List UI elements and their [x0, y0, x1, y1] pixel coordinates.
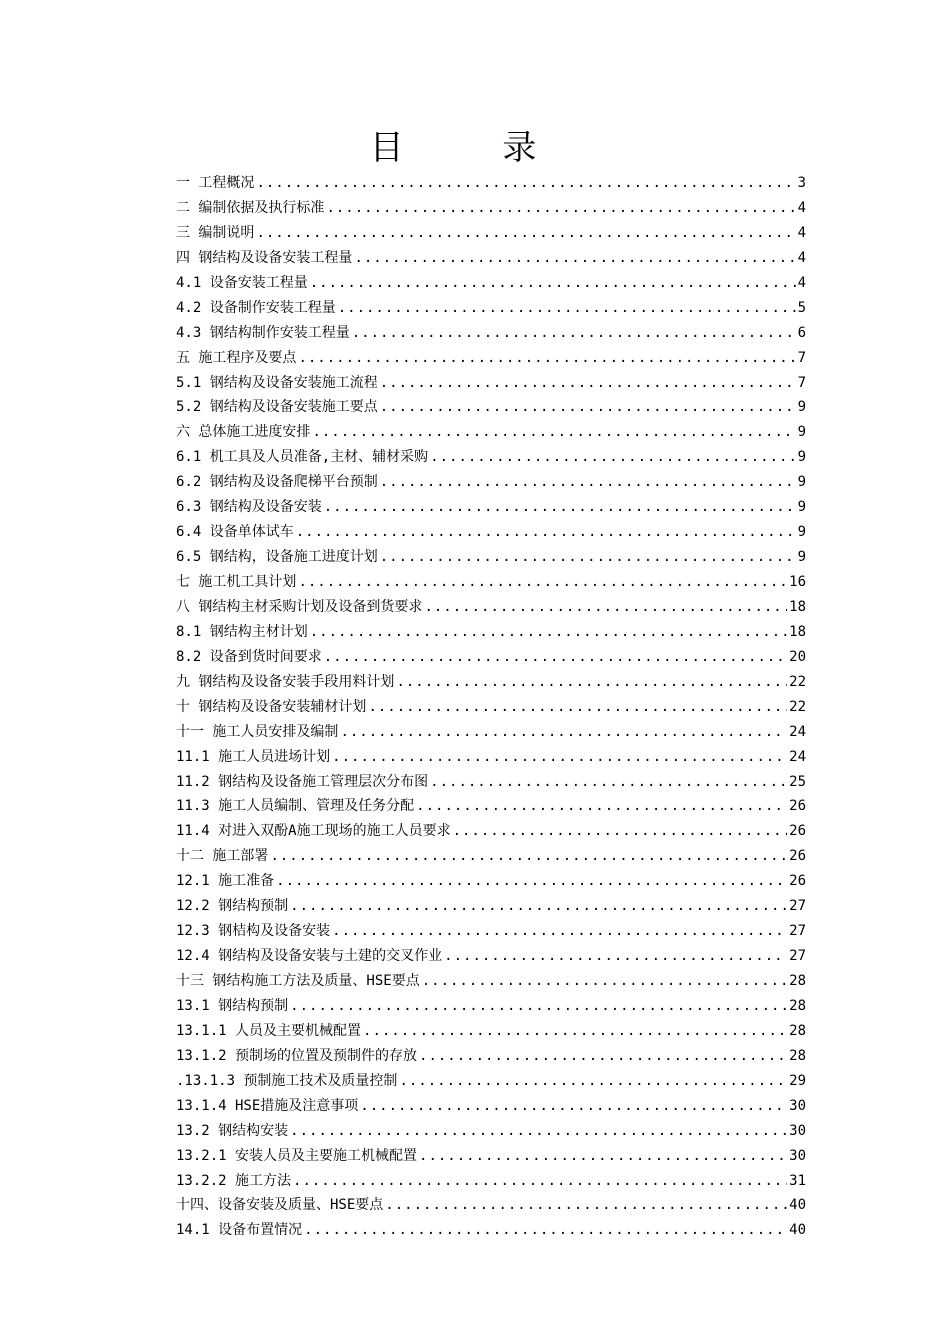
toc-entry-label: 6.1 机工具及人员准备,主材、辅材采购 [176, 449, 429, 466]
toc-leader-dots [419, 1144, 787, 1169]
toc-leader-dots [290, 994, 787, 1019]
toc-entry-page-number: 9 [797, 499, 806, 516]
toc-entry-page-number: 4 [797, 224, 806, 241]
toc-entry-page-number: 24 [789, 723, 806, 740]
toc-entry-label: 一 工程概况 [176, 175, 255, 191]
toc-entry-label: 6.3 钢结构及设备安装 [176, 499, 322, 516]
toc-entry[interactable] [176, 745, 806, 770]
toc-leader-dots [310, 620, 787, 645]
toc-entry-page-number: 4 [797, 274, 806, 291]
toc-entry-page-number: 30 [789, 1097, 806, 1114]
toc-entry-page-number: 7 [797, 374, 806, 391]
toc-leader-dots [256, 221, 795, 246]
toc-entry[interactable] [176, 1094, 806, 1119]
toc-entry-label: 12.1 施工准备 [176, 873, 275, 890]
toc-entry[interactable] [176, 221, 806, 246]
toc-leader-dots [430, 770, 787, 795]
toc-entry[interactable] [176, 470, 806, 495]
toc-leader-dots [270, 844, 787, 869]
toc-leader-dots [298, 570, 787, 595]
toc-entry-page-number: 7 [797, 349, 806, 366]
toc-entry-label: 五 施工程序及要点 [176, 349, 297, 366]
toc-entry[interactable] [176, 969, 806, 994]
toc-entry-page-number: 28 [789, 1022, 806, 1039]
toc-entry[interactable] [176, 395, 806, 420]
toc-entry-label: 5.2 钢结构及设备安装施工要点 [176, 399, 378, 416]
toc-leader-dots [416, 794, 787, 819]
toc-entry-page-number: 3 [797, 175, 806, 191]
toc-entry-label: 十一 施工人员安排及编制 [176, 723, 339, 740]
toc-entry[interactable] [176, 844, 806, 869]
toc-leader-dots [444, 944, 787, 969]
toc-leader-dots [380, 545, 796, 570]
toc-entry-label: 11.3 施工人员编制、管理及任务分配 [176, 798, 415, 815]
toc-entry[interactable] [176, 595, 806, 620]
toc-entry[interactable] [176, 1069, 806, 1094]
toc-leader-dots [312, 420, 795, 445]
toc-entry[interactable] [176, 819, 806, 844]
toc-leader-dots [380, 395, 796, 420]
toc-entry-page-number: 31 [789, 1172, 806, 1189]
toc-entry-label: 12.3 钢桔构及设备安装 [176, 923, 331, 940]
toc-entry[interactable] [176, 271, 806, 296]
toc-leader-dots [290, 894, 787, 919]
toc-leader-dots [338, 296, 796, 321]
toc-leader-dots [354, 246, 795, 271]
toc-leader-dots [298, 346, 795, 371]
toc-entry-label: 八 钢结构主材采购计划及设备到货要求 [176, 598, 423, 615]
toc-entry-page-number: 27 [789, 948, 806, 965]
toc-entry-label: 8.1 钢结构主材计划 [176, 623, 308, 640]
toc-leader-dots [363, 1019, 787, 1044]
toc-entry-page-number: 26 [789, 798, 806, 815]
toc-entry-page-number: 30 [789, 1147, 806, 1164]
toc-leader-dots [310, 271, 796, 296]
toc-entry-label: 六 总体施工进度安排 [176, 424, 311, 441]
toc-entry-label: 七 施工机工具计划 [176, 574, 297, 590]
toc-entry[interactable] [176, 420, 806, 445]
toc-entry-page-number: 26 [789, 848, 806, 865]
toc-entry-page-number: 40 [789, 1197, 806, 1214]
toc-entry[interactable] [176, 1044, 806, 1069]
toc-entry[interactable] [176, 620, 806, 645]
toc-entry-label: 十三 钢结构施工方法及质量、HSE要点 [176, 973, 420, 989]
toc-entry-page-number: 20 [789, 648, 806, 665]
toc-entry[interactable] [176, 1019, 806, 1044]
toc-entry-page-number: 9 [797, 424, 806, 441]
toc-entry-page-number: 24 [789, 748, 806, 765]
toc-entry-label: 6.5 钢结构，设备施工进度计划 [176, 549, 378, 566]
toc-leader-dots [385, 1193, 787, 1218]
toc-entry-page-number: 40 [789, 1222, 806, 1239]
toc-entry-page-number: 4 [797, 249, 806, 266]
toc-entry-page-number: 9 [797, 474, 806, 491]
toc-entry-label: 6.4 设备单体试车 [176, 524, 294, 541]
toc-leader-dots [304, 1218, 787, 1243]
toc-entry[interactable] [176, 171, 806, 196]
toc-entry[interactable] [176, 321, 806, 346]
toc-entry-label: 4.2 设备制作安装工程量 [176, 299, 336, 316]
toc-entry[interactable] [176, 246, 806, 271]
toc-entry-page-number: 9 [797, 449, 806, 466]
toc-leader-dots [422, 969, 787, 994]
toc-entry-page-number: 9 [797, 524, 806, 541]
toc-entry-label: 8.2 设备到货时间要求 [176, 648, 322, 665]
toc-entry-page-number: 29 [789, 1072, 806, 1089]
toc-leader-dots [368, 695, 787, 720]
toc-entry-label: 三 编制说明 [176, 224, 255, 241]
toc-entry[interactable] [176, 919, 806, 944]
toc-entry-label: 12.4 钢结构及设备安装与土建的交叉作业 [176, 948, 443, 965]
toc-entry-label: 13.2.1 安装人员及主要施工机械配置 [176, 1147, 418, 1164]
toc-entry-page-number: 22 [789, 698, 806, 715]
toc-entry[interactable] [176, 570, 806, 595]
toc-entry[interactable] [176, 645, 806, 670]
toc-entry[interactable] [176, 670, 806, 695]
toc-entry-label: 13.1 钢结构预制 [176, 997, 289, 1014]
toc-leader-dots [396, 670, 787, 695]
toc-entry-page-number: 16 [789, 574, 806, 590]
toc-entry-page-number: 22 [789, 673, 806, 690]
toc-entry-label: 4.3 钢结构制作安装工程量 [176, 324, 350, 341]
toc-entry[interactable] [176, 296, 806, 321]
toc-leader-dots [380, 470, 796, 495]
toc-entry[interactable] [176, 894, 806, 919]
toc-entry-label: 四 钢结构及设备安装工程量 [176, 249, 353, 266]
toc-leader-dots [276, 869, 787, 894]
toc-entry-page-number: 26 [789, 823, 806, 840]
toc-entry[interactable] [176, 695, 806, 720]
toc-entry-label: 13.1.4 HSE措施及注意事项 [176, 1097, 359, 1114]
toc-entry[interactable] [176, 545, 806, 570]
toc-entry[interactable] [176, 1144, 806, 1169]
toc-entry-page-number: 28 [789, 973, 806, 989]
toc-entry-label: 九 钢结构及设备安装手段用料计划 [176, 673, 395, 690]
toc-entry-label: 13.2.2 施工方法 [176, 1172, 292, 1189]
toc-entry[interactable] [176, 1218, 806, 1243]
toc-entry-label: 13.1.1 人员及主要机械配置 [176, 1022, 362, 1039]
toc-entry-page-number: 28 [789, 997, 806, 1014]
toc-entry[interactable] [176, 770, 806, 795]
toc-entry-page-number: 25 [789, 773, 806, 790]
toc-leader-dots [293, 1169, 787, 1194]
toc-entry[interactable] [176, 994, 806, 1019]
toc-entry-label: .13.1.3 预制施工技术及质量控制 [176, 1072, 398, 1089]
toc-entry[interactable] [176, 346, 806, 371]
toc-entry-page-number: 6 [797, 324, 806, 341]
toc-entry-label: 6.2 钢结构及设备爬梯平台预制 [176, 474, 378, 491]
toc-entry-label: 4.1 设备安装工程量 [176, 274, 308, 291]
toc-entry-page-number: 27 [789, 898, 806, 915]
toc-entry[interactable] [176, 794, 806, 819]
toc-entry-page-number: 18 [789, 623, 806, 640]
toc-entry[interactable] [176, 869, 806, 894]
toc-entry-page-number: 18 [789, 598, 806, 615]
toc-leader-dots [352, 321, 796, 346]
toc-entry-page-number: 9 [797, 399, 806, 416]
toc-entry[interactable] [176, 720, 806, 745]
toc-entry-label: 11.4 对进入双酚A施工现场的施工人员要求 [176, 823, 451, 840]
toc-leader-dots [332, 745, 787, 770]
toc-leader-dots [340, 720, 787, 745]
toc-leader-dots [419, 1044, 787, 1069]
toc-leader-dots [380, 371, 796, 396]
toc-entry-label: 11.2 钢结构及设备施工管理层次分布图 [176, 773, 429, 790]
toc-entry[interactable] [176, 445, 806, 470]
toc-leader-dots [399, 1069, 787, 1094]
toc-entry[interactable] [176, 1119, 806, 1144]
toc-leader-dots [296, 520, 796, 545]
toc-leader-dots [453, 819, 788, 844]
toc-entry[interactable] [176, 371, 806, 396]
toc-entry-label: 12.2 钢结构预制 [176, 898, 289, 915]
toc-entry-page-number: 28 [789, 1047, 806, 1064]
toc-entry-label: 5.1 钢结构及设备安装施工流程 [176, 374, 378, 391]
toc-entry-label: 二 编制依据及执行标准 [176, 199, 325, 216]
toc-entry-label: 13.2 钢结构安装 [176, 1122, 289, 1139]
toc-entry[interactable] [176, 520, 806, 545]
toc-entry-page-number: 30 [789, 1122, 806, 1139]
toc-leader-dots [424, 595, 787, 620]
toc-entry-label: 11.1 施工人员进场计划 [176, 748, 331, 765]
toc-entry-label: 十四、设备安装及质量、HSE要点 [176, 1197, 384, 1214]
toc-entry[interactable] [176, 196, 806, 221]
toc-entry-page-number: 4 [797, 199, 806, 216]
toc-title: 目 录 [369, 128, 581, 168]
toc-leader-dots [430, 445, 795, 470]
toc-leader-dots [332, 919, 787, 944]
toc-entry[interactable] [176, 495, 806, 520]
toc-entry[interactable] [176, 1193, 806, 1218]
toc-entry[interactable] [176, 1169, 806, 1194]
toc-entry-label: 14.1 设备布置情况 [176, 1222, 303, 1239]
toc-entry-page-number: 27 [789, 923, 806, 940]
toc-entry-page-number: 5 [797, 299, 806, 316]
toc-leader-dots [290, 1119, 787, 1144]
toc-entry-label: 十二 施工部署 [176, 848, 269, 865]
toc-entry-label: 13.1.2 预制场的位置及预制件的存放 [176, 1047, 418, 1064]
toc-leader-dots [324, 645, 787, 670]
toc-entry-label: 十 钢结构及设备安装辅材计划 [176, 698, 367, 715]
toc-leader-dots [360, 1094, 787, 1119]
toc-entry[interactable] [176, 944, 806, 969]
toc-entry-page-number: 26 [789, 873, 806, 890]
toc-leader-dots [256, 171, 795, 196]
toc-leader-dots [326, 196, 795, 221]
toc-leader-dots [324, 495, 796, 520]
table-of-contents [176, 171, 806, 1243]
toc-entry-page-number: 9 [797, 549, 806, 566]
